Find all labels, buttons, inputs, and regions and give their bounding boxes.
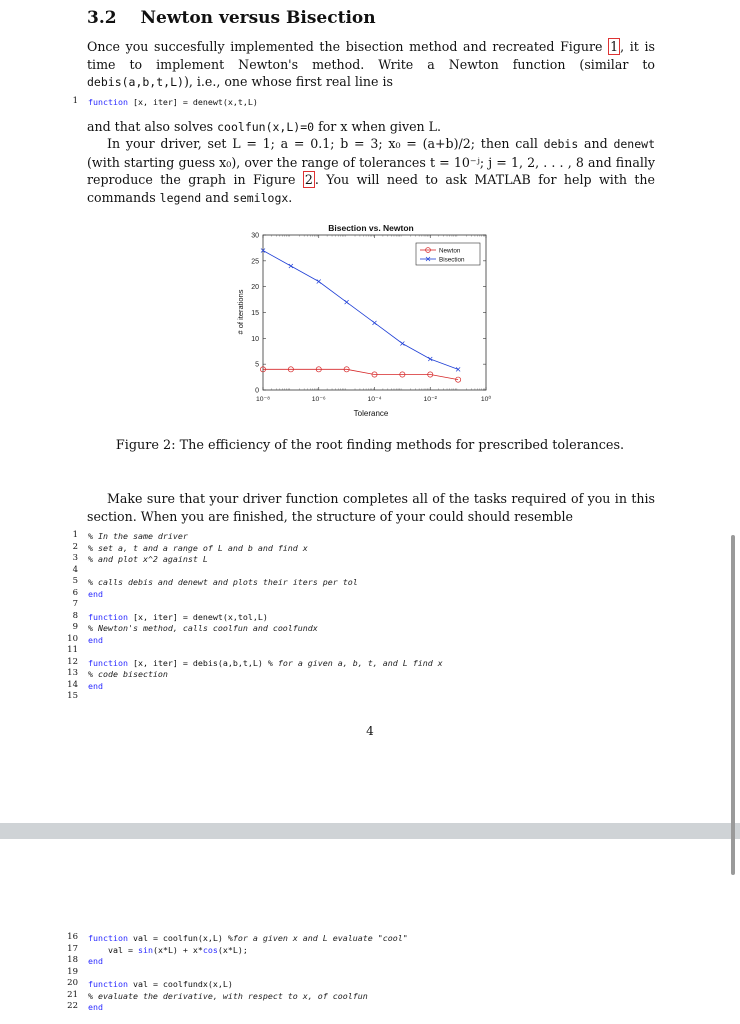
code-text: [x, iter] = denewt(x,t,L) [127,97,258,107]
inline-code: debis(a,b,t,L) [87,75,184,89]
code-row [0,599,740,611]
line-number: 1 [72,530,78,540]
code-row [0,978,740,990]
code-line [88,635,103,645]
x-tick-label: 10⁻⁴ [367,396,382,403]
text: ), i.e., one whose first real line is [183,74,393,89]
code-row [0,634,740,646]
code-line [88,658,443,668]
x-tick-label: 10⁰ [480,396,492,403]
text: Once you succesfully implemented the bisection method and recreated Figure [87,39,609,54]
keyword: end [88,1002,103,1012]
keyword: end [88,588,103,599]
intro-paragraph [87,38,655,92]
code-row [0,944,740,956]
line-number: 9 [72,622,78,632]
code-line [88,554,208,564]
y-tick-label: 10 [251,335,259,343]
line-number: 22 [67,1001,78,1011]
line-number: 12 [67,656,78,667]
text: . You will need to ask MATLAB for help with the commands [87,172,655,205]
comment: % Newton's method, calls coolfun and coolfundx [88,623,318,633]
keyword: function [88,97,128,107]
code-line [88,1002,103,1012]
y-tick-label: 25 [251,258,259,266]
code-text: val = [88,944,138,955]
iterations-chart [220,218,510,428]
code-row [0,611,740,623]
keyword: sin [137,944,153,955]
inline-code: coolfun(x,L)=0 [217,120,315,134]
inline-code: legend [159,190,202,205]
code-line [88,543,308,553]
figure-2-link[interactable]: 2 [304,172,313,187]
legend-label: Bisection [439,256,465,264]
code-row [0,576,740,588]
page-break-divider [0,823,740,839]
keyword: cos [202,944,218,955]
x-tick-label: 10⁻² [423,396,437,403]
inline-code: debis [543,137,579,151]
inline-code: semilogx [232,190,289,205]
text: . [288,189,293,205]
code-line [88,933,408,943]
y-tick-label: 20 [251,284,259,292]
code-row [0,680,740,692]
code-row [0,668,740,680]
comment: % In the same driver [88,531,188,541]
figure-1-link[interactable]: 1 [610,39,619,54]
line-number: 21 [67,989,78,1000]
line-number: 16 [67,932,78,942]
line-number: 13 [67,668,78,678]
page-number: 4 [366,724,374,738]
line-number: 3 [72,553,78,563]
chart-title: Bisection vs. Newton [328,223,414,233]
comment: % calls debis and denewt and plots their iters per tol [88,577,358,587]
code-text: [x, iter] = denewt(x,tol,L) [127,611,268,622]
line-number: 15 [67,691,78,701]
y-tick-label: 0 [255,387,259,395]
y-tick-label: 5 [255,361,259,369]
text: and [201,189,233,205]
figure-caption: Figure 2: The efficiency of the root finding methods for prescribed tolerances. [115,438,625,453]
code-text: val = coolfun(x,L) [127,933,228,943]
legend-label: Newton [439,247,461,255]
section-heading [87,8,376,28]
code-line [88,991,368,1001]
keyword: function [88,933,128,943]
code-row [0,1001,740,1013]
code-line [88,681,103,691]
line-number: 1 [72,96,78,106]
line-number: 2 [72,541,78,552]
code-line [88,612,268,622]
code-line [88,577,358,587]
x-tick-label: 10⁻⁸ [255,396,271,403]
text: (with starting guess x₀), over the range of tolerances t = 10⁻ʲ; j = 1, 2, . . . , 8 and finally reproduce the graph in Figure [87,154,655,187]
comment: % and plot x^2 against L [88,554,208,564]
code-line [88,97,258,107]
keyword: end [88,634,103,645]
keyword: function [88,979,128,989]
text: and that also solves [87,119,218,134]
line-number: 7 [72,599,78,609]
code-row [0,530,740,542]
comment: % set a, t and a range of L and b and find x [88,542,308,553]
code-row [0,657,740,669]
code-row [0,565,740,577]
line-number: 18 [67,955,78,965]
line-number: 5 [72,576,78,586]
code-row [0,932,740,944]
driver-paragraph [87,135,655,207]
code-row [0,955,740,967]
line-number: 6 [72,587,78,598]
line-number: 17 [67,943,78,954]
section-number: 3.2 [87,8,117,28]
code-listing-newton-signature [0,96,740,108]
keyword: function [88,657,128,668]
line-number: 20 [67,978,78,988]
solves-paragraph [87,118,655,137]
code-text: [x, iter] = debis(a,b,t,L) [127,657,268,668]
code-text: val = coolfundx(x,L) [127,979,233,989]
text: for x when given L. [314,119,442,134]
line-number: 14 [67,679,78,690]
x-tick-label: 10⁻⁶ [311,396,326,403]
code-row [0,588,740,600]
comment: % for a given a, b, t, and L find x [267,657,443,668]
inline-code: denewt [613,137,655,151]
line-number: 11 [67,645,78,655]
code-line [88,979,233,989]
y-tick-label: 15 [251,310,259,317]
code-row [0,645,740,657]
keyword: end [88,680,103,691]
code-line [88,669,168,679]
code-line [88,623,318,633]
code-row [0,990,740,1002]
structure-paragraph: Make sure that your driver function completes all of the tasks required of you in this section. When you are finished, the structure of your could should resemble [87,491,655,524]
scrollbar-thumb[interactable] [731,535,735,875]
keyword: function [88,611,128,622]
comment: % code bisection [88,669,168,679]
comment: %for a given x and L evaluate "cool" [227,933,408,943]
code-row [0,967,740,979]
line-number: 19 [67,966,78,977]
code-line [88,956,103,966]
line-number: 4 [72,564,78,575]
text: , it is time to implement Newton's method. Write a Newton function (similar to [87,39,656,72]
line-number: 8 [72,610,78,621]
x-axis-label: Tolerance [353,409,389,418]
line-number: 10 [67,633,78,644]
code-row [0,542,740,554]
code-text: (x*L); [217,944,248,955]
code-text: (x*L) + x* [152,944,203,955]
text: and [578,136,614,151]
y-axis-label: # of iterations [236,289,245,335]
keyword: end [88,956,103,966]
code-line [88,531,188,541]
code-line [88,945,248,955]
comment: % evaluate the derivative, with respect to x, of coolfun [88,990,368,1001]
y-tick-label: 30 [251,232,259,240]
text: In your driver, set L = 1; a = 0.1; b = 3; x₀ = (a+b)/2; then call [107,136,544,151]
code-line [88,589,103,599]
section-title: Newton versus Bisection [140,8,376,28]
code-row [0,622,740,634]
code-row [0,553,740,565]
code-row [0,691,740,703]
